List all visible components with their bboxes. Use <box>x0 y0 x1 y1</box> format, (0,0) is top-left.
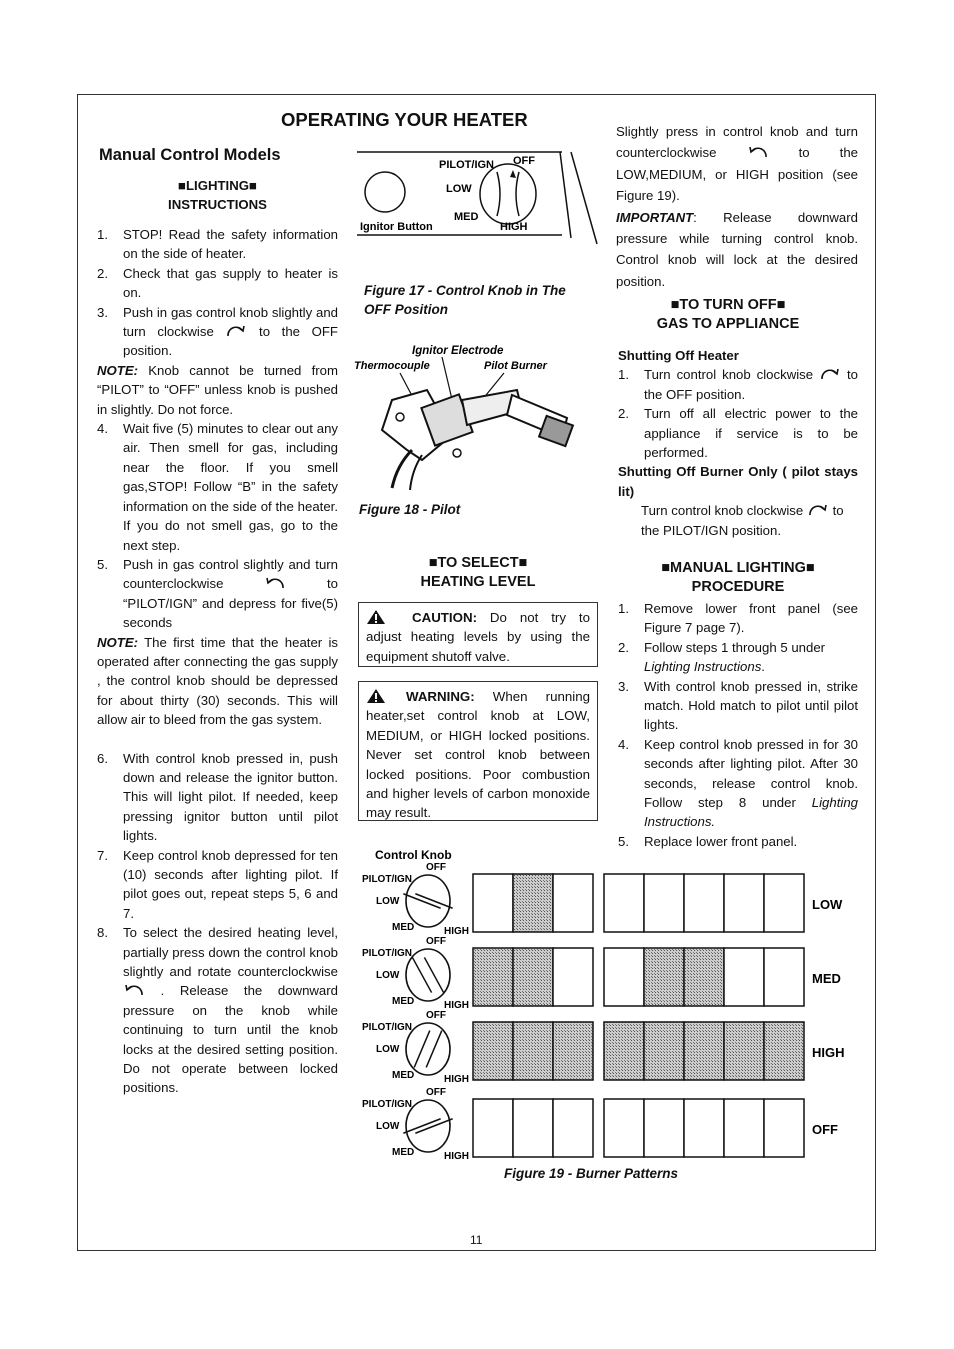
knob-off-label: OFF <box>426 1010 446 1021</box>
burner-cell <box>684 1099 724 1157</box>
list-item: 2. Check that gas supply to heater is on. <box>97 265 338 301</box>
note-1: NOTE: Knob cannot be turned from “PILOT” to “OFF” unless knob is pushed in slightly. Do not force. <box>97 362 338 417</box>
list-item: 2. Follow steps 1 through 5 under Lighting Instructions. <box>618 639 826 675</box>
burner-cell <box>724 1099 764 1157</box>
ignitor-button-label: Ignitor Button <box>360 221 433 233</box>
burner-cell <box>764 948 804 1006</box>
list-item: 5. Push in gas control slightly and turn counterclockwise to “PILOT/IGN” and depress for five(5) seconds <box>97 556 338 631</box>
knob-med-label: MED <box>392 1070 415 1081</box>
burner-cell <box>684 948 724 1006</box>
burner-cell <box>553 1022 593 1080</box>
burner-cell <box>644 1099 684 1157</box>
burner-patterns-figure <box>358 842 858 1167</box>
pilot-ign-label: PILOT/IGN <box>439 159 494 171</box>
list-item: 3. With control knob pressed in, strike match. Hold match to pilot until pilot lights. <box>618 678 858 733</box>
knob-high-label: HIGH <box>444 1151 469 1162</box>
burner-cell <box>764 1022 804 1080</box>
ignitor-electrode-label: Ignitor Electrode <box>412 345 504 357</box>
level-label: MED <box>812 971 841 986</box>
burner-cell <box>644 1022 684 1080</box>
list-item: 8. To select the desired heating level, partially press down the control knob slightly and rotate counterclockwise . Release the downward pressure on the knob while continuing to turn until the knob locks at the desired setting position. Do not operate between locked positions. <box>97 925 338 1096</box>
burner-cell <box>604 874 644 932</box>
select-heating-title: ■TO SELECT■ HEATING LEVEL <box>420 555 536 591</box>
warning-triangle-icon <box>366 609 386 625</box>
knob-dial <box>406 949 450 1001</box>
knob-grip-line <box>426 1031 442 1068</box>
burner-cell <box>724 948 764 1006</box>
knob-off-label: OFF <box>426 1087 446 1098</box>
lighting-instructions-title: ■LIGHTING■ INSTRUCTIONS <box>168 178 267 212</box>
page-title: OPERATING YOUR HEATER <box>281 109 528 130</box>
burner-cell <box>513 874 553 932</box>
control-knob-figure <box>357 148 600 248</box>
counterclockwise-arrow-icon <box>264 576 286 590</box>
burner-cell <box>473 1022 513 1080</box>
knob-pilot-label: PILOT/IGN <box>362 1099 412 1110</box>
counterclockwise-arrow-icon <box>123 983 145 997</box>
burner-cell <box>724 1022 764 1080</box>
knob-low-label: LOW <box>376 970 400 981</box>
figure-17-caption: Figure 17 - Control Knob in The OFF Position <box>364 283 566 317</box>
knob-low-label: LOW <box>376 1121 400 1132</box>
knob-off-label: OFF <box>426 936 446 947</box>
burner-cell <box>644 948 684 1006</box>
burner-cell <box>553 874 593 932</box>
burner-cell <box>604 1099 644 1157</box>
burner-cell <box>644 874 684 932</box>
counterclockwise-arrow-icon <box>747 145 769 159</box>
burner-cell <box>604 948 644 1006</box>
knob-off-label: OFF <box>426 862 446 873</box>
right-intro: Slightly press in control knob and turn counterclockwise to the LOW,MEDIUM, or HIGH position (see Figure 19). IMPORTANT: Release downward pressure while turning control knob. Control knob will lock at the desired position. <box>616 124 858 289</box>
figure-19-caption: Figure 19 - Burner Patterns <box>504 1166 679 1181</box>
list-item: 4. Keep control knob pressed in for 30 seconds after lighting pilot. After 30 seconds, release control knob. Follow step 8 under Lighting Instructions. <box>618 736 858 830</box>
knob-high-label: HIGH <box>444 926 469 937</box>
knob-dial <box>406 1023 450 1075</box>
manual-lighting-title: ■MANUAL LIGHTING■ PROCEDURE <box>661 560 815 596</box>
knob-med-label: MED <box>392 922 415 933</box>
burner-cell <box>513 1099 553 1157</box>
list-item: 7. Keep control knob depressed for ten (10) seconds after lighting pilot. If pilot goes out, repeat steps 5, 6 and 7. <box>97 847 338 921</box>
note-2: NOTE: The first time that the heater is operated after connecting the gas supply , the control knob should be depressed for about thirty (30) seconds. This will allow air to bleed from the gas system. <box>97 634 338 728</box>
knob-grip-line <box>424 957 443 992</box>
burner-cell <box>553 1099 593 1157</box>
burner-cell <box>513 948 553 1006</box>
control-knob-title: Control Knob <box>375 848 452 862</box>
pilot-figure <box>352 340 602 490</box>
knob-dial <box>406 1100 450 1152</box>
knob-pilot-label: PILOT/IGN <box>362 874 412 885</box>
list-item: 2. Turn off all electric power to the appliance if service is to be performed. <box>618 406 858 461</box>
lighting-steps <box>97 225 338 1098</box>
list-item: 3. Push in gas control knob slightly and turn clockwise to the OFF position. <box>97 304 338 359</box>
knob-high-label: HIGH <box>444 1074 469 1085</box>
med-label: MED <box>454 211 479 223</box>
manual-control-heading: Manual Control Models <box>99 146 281 164</box>
knob-low-label: LOW <box>376 896 400 907</box>
knob-grip-line <box>412 957 431 992</box>
clockwise-arrow-icon <box>819 367 841 381</box>
turn-off-section: Shutting Off Heater 1. Turn control knob clockwise to the OFF position. 2. Turn off all electric power to the appliance if service is to be performed. Shutting Off Burner Only ( pilot stays lit) Turn control knob clockwise to the PILOT/IGN position. <box>618 348 858 538</box>
knob-pilot-label: PILOT/IGN <box>362 1022 412 1033</box>
knob-pilot-label: PILOT/IGN <box>362 948 412 959</box>
low-label: LOW <box>446 183 472 195</box>
page-number: 11 <box>470 1233 483 1247</box>
list-item: 4. Wait five (5) minutes to clear out any air. Then smell for gas, including near the floor. If you smell gas,STOP! Follow “B” in the safety information on the side of the heater. If you do not smell gas, go to the next step. <box>97 421 338 553</box>
burner-cell <box>724 874 764 932</box>
burner-cell <box>764 874 804 932</box>
list-item: 1. Remove lower front panel (see Figure 7 page 7). <box>618 601 858 636</box>
knob-med-label: MED <box>392 996 415 1007</box>
level-label: OFF <box>812 1122 838 1137</box>
knob-dial <box>406 875 450 927</box>
burner-cell <box>553 948 593 1006</box>
burner-cell <box>513 1022 553 1080</box>
burner-cell <box>604 1022 644 1080</box>
list-item: 6. With control knob pressed in, push down and release the ignitor button. This will light pilot. If needed, keep pressing ignitor button until pilot lights. <box>97 750 338 844</box>
pilot-burner-label: Pilot Burner <box>484 360 547 372</box>
knob-low-label: LOW <box>376 1044 400 1055</box>
knob-grip-line <box>414 1031 430 1068</box>
turn-off-title: ■TO TURN OFF■ GAS TO APPLIANCE <box>656 297 800 333</box>
burner-cell <box>684 1022 724 1080</box>
figure-18-caption: Figure 18 - Pilot <box>359 502 461 517</box>
burner-cell <box>684 874 724 932</box>
level-label: HIGH <box>812 1045 845 1060</box>
knob-high-label: HIGH <box>444 1000 469 1011</box>
clockwise-arrow-icon <box>225 324 247 338</box>
burner-cell <box>764 1099 804 1157</box>
list-item: 1. STOP! Read the safety information on the side of heater. <box>97 227 338 262</box>
level-label: LOW <box>812 897 843 912</box>
high-label: HIGH <box>500 221 528 233</box>
list-item: 5. Replace lower front panel. <box>618 833 798 849</box>
thermocouple-label: Thermocouple <box>354 360 430 372</box>
caution-box: CAUTION: Do not try to adjust heating levels by using the equipment shutoff valve. <box>358 602 598 667</box>
warning-box: WARNING: When running heater,set control knob at LOW, MEDIUM, or HIGH locked positions. Never set control knob between locked positions. Poor combustion and higher levels of carbon monoxide may result. <box>358 681 598 821</box>
warning-triangle-icon <box>366 688 386 704</box>
clockwise-arrow-icon <box>807 503 829 517</box>
burner-cell <box>473 948 513 1006</box>
off-label: OFF <box>513 155 535 167</box>
burner-cell <box>473 874 513 932</box>
knob-med-label: MED <box>392 1147 415 1158</box>
manual-lighting-steps <box>618 599 858 851</box>
burner-cell <box>473 1099 513 1157</box>
list-item: 1. Turn control knob clockwise to the OFF position. <box>618 367 858 402</box>
